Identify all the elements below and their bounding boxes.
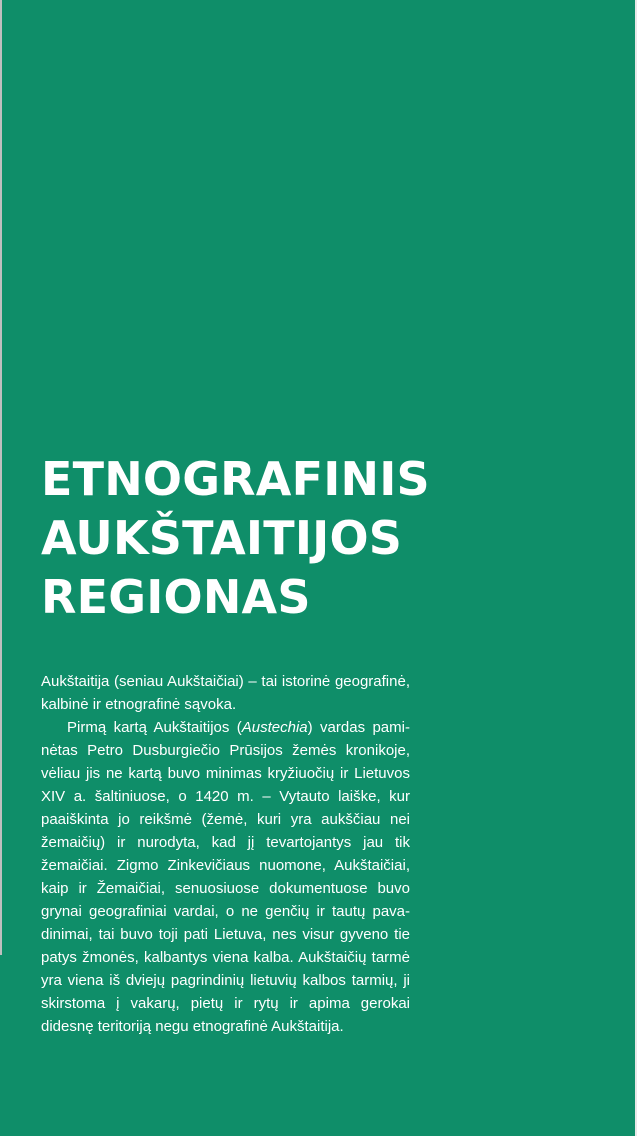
body-text <box>41 670 410 1038</box>
history-text-before: Pirmą kartą Aukštaitijos ( <box>67 719 242 736</box>
title-line-3: REGIONAS <box>41 570 311 624</box>
title-line-2: AUKŠTAITIJOS <box>41 511 403 565</box>
latin-name: Austechia <box>241 719 308 736</box>
history-paragraph <box>41 716 410 1038</box>
title-line-1: ETNOGRAFINIS <box>41 452 430 506</box>
history-text-after: ) vardas paminėtas Petro Dusburgiečio Prūsijos žemės kronikoje, vėliau jis ne kartą buvo minimas kryžiuočių ir Lietuvos XIV a. šaltiniuose, o 1420 m. – Vytauto laiške, kur paaiškinta jo reikšmė (žemė, kuri yra aukščiau nei žemaičių) ir nurodyta, kad jį tevartojantys jau tik žemaičiai. Zigmo Zinkevičiaus nuomone, Aukštaičiai, kaip ir Žemaičiai, senuosiuose dokumentuose buvo grynai geografiniai vardai, o ne genčių ir tautų pavadinimai, tai buvo toji pati Lietuva, nes visur gyveno tie patys žmonės, kalbantys viena kalba. Aukštaičių tarmė yra viena iš dviejų pagrindinių lietuvių kalbos tarmių, ji skirstoma į vakarų, pietų ir rytų ir apima gerokai didesnę teritoriją negu etnografinė Aukštaitija. <box>41 719 410 1035</box>
left-page-edge <box>0 0 2 955</box>
intro-paragraph: Aukštaitija (seniau Aukštaičiai) – tai istorinė geografinė, kalbinė ir etnografinė sąvoka. <box>41 673 410 713</box>
page-title <box>41 450 461 627</box>
